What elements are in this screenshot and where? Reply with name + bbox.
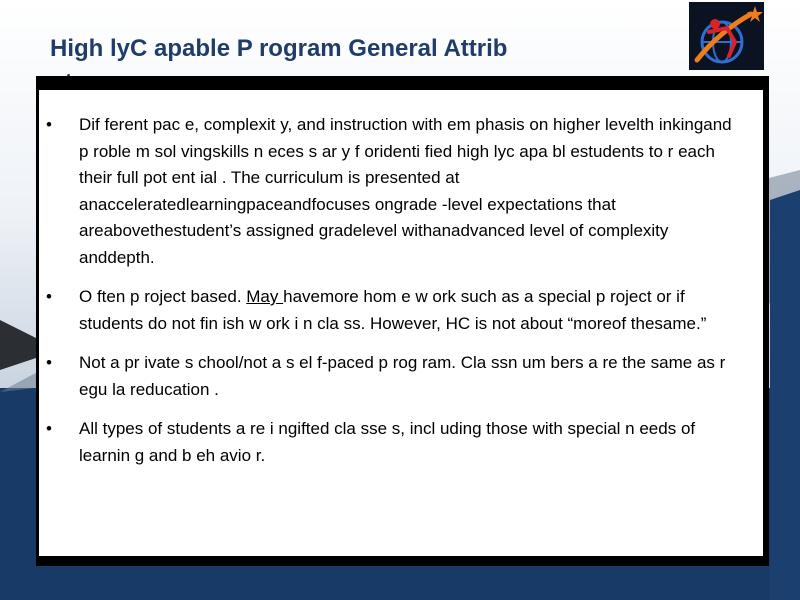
bullet-dot: • <box>46 353 52 372</box>
slide-title: High lyC apable P rogram General Attrib <box>50 35 508 62</box>
bullet-item <box>44 350 744 403</box>
bullet-dot: • <box>46 419 52 438</box>
bullet-dot: • <box>46 115 52 134</box>
bullet-item <box>44 112 744 271</box>
bullet-text: O ften p roject based. <box>79 287 247 306</box>
bullet-item <box>44 416 744 469</box>
globe-person-star-icon <box>689 2 764 70</box>
bullet-dot: • <box>46 287 52 306</box>
bullet-text-rest: havemore hom e w ork such as a special p roject or if students do not fin ish w ork i n cla ss. However, HC is not about “moreof thesame.” <box>79 287 707 333</box>
bullet-item <box>44 284 744 337</box>
bullet-text: Not a pr ivate s chool/not a s el f-paced p rog ram. Cla ssn um bers a re the same as r egu la reducation . <box>79 353 726 399</box>
bullet-list <box>44 112 744 482</box>
underlined-text: May <box>246 287 284 306</box>
bullet-text: Dif ferent pac e, complexit y, and instruction with em phasis on higher levelth inkingand p roble m sol vingskills n eces s ar y f oridenti fied high lyc apa bl estudents to r each their full pot ent ial . The curriculum is presented at anacceleratedlearningpaceandfocuses ongrade -level expectations that areabovethestudent’s assigned gradelevel withanadvanced level of complexity anddepth. <box>79 115 732 267</box>
bullet-text: All types of students a re i ngifted cla sse s, incl uding those with special n eeds of learnin g and b eh avio r. <box>79 419 696 465</box>
